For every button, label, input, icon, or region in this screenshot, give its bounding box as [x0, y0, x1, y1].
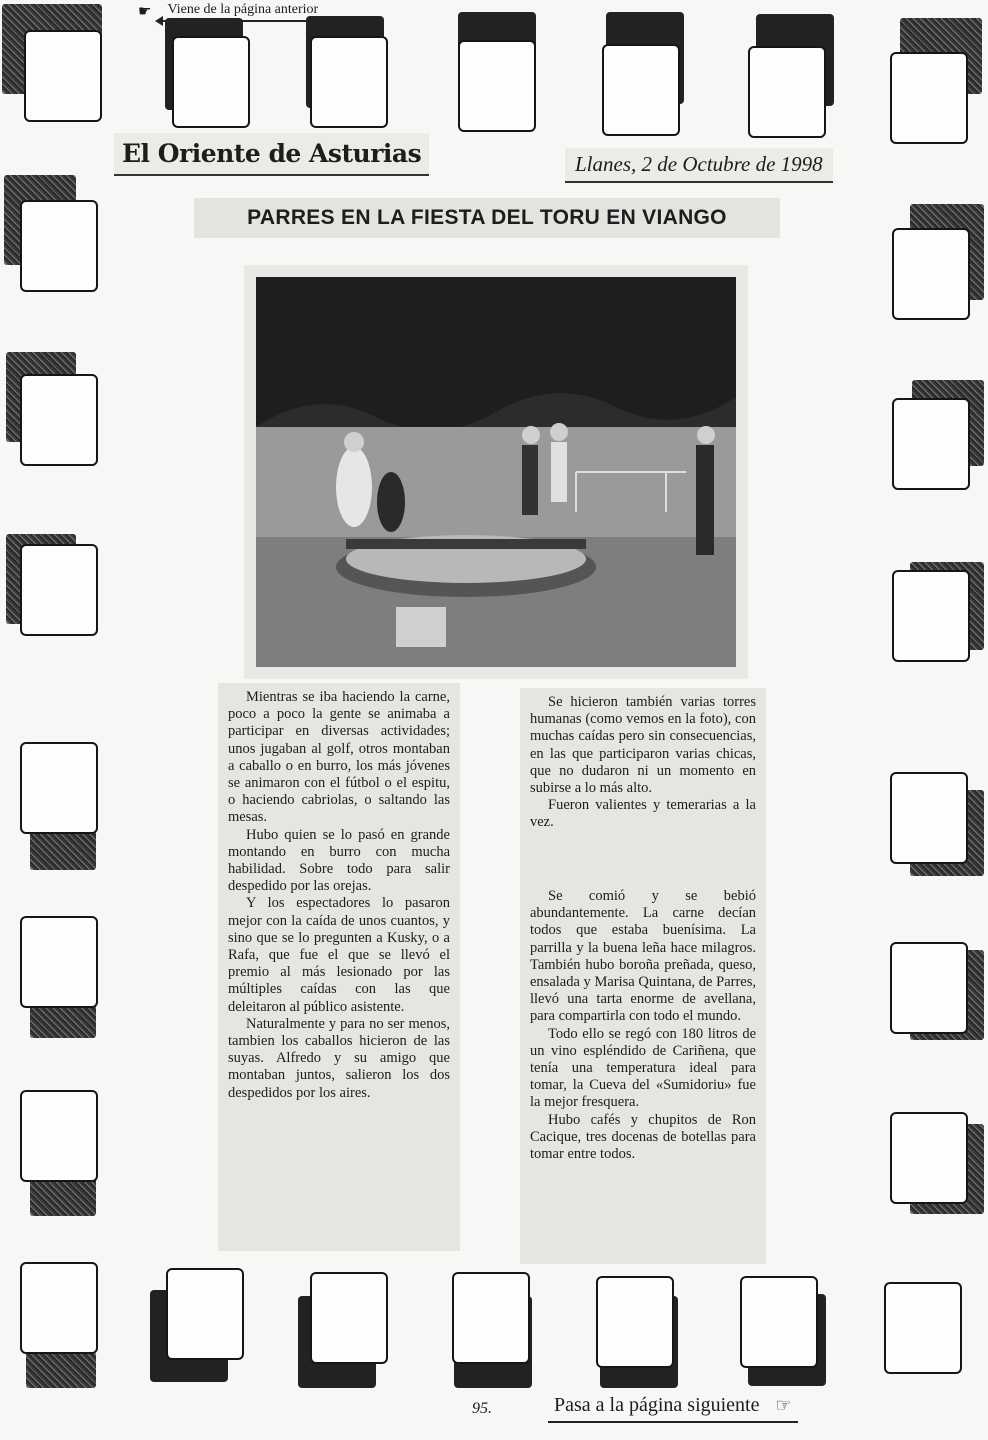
- paragraph: Se hicieron también varias torres humanas (como vemos en la foto), con muchas caídas pero sin consecuencias, en las que participaron varias chicas, que no dudaron ni un momento en subirse a lo más alto.: [530, 694, 756, 797]
- film-frame: [20, 374, 98, 466]
- paragraph: Naturalmente y para no ser menos, tambien los caballos hicieron de las suyas. Alfredo y su amigo que montaban juntos, salieron los dos despedidos por los aires.: [228, 1015, 450, 1101]
- previous-page-label: Viene de la página anterior: [161, 0, 324, 22]
- film-frame: [892, 570, 970, 662]
- pointing-hand-icon: ☛: [138, 2, 152, 20]
- film-frame: [596, 1276, 674, 1368]
- film-frame: [892, 398, 970, 490]
- photo-icon: [256, 277, 736, 667]
- article-headline: PARRES EN LA FIESTA DEL TORU EN VIANGO: [194, 198, 780, 238]
- film-strip-edge: [26, 1352, 96, 1388]
- film-frame: [24, 30, 102, 122]
- film-frame: [602, 44, 680, 136]
- film-frame: [458, 40, 536, 132]
- dateline: Llanes, 2 de Octubre de 1998: [565, 148, 833, 183]
- article-photo-frame: [244, 265, 748, 679]
- film-frame: [748, 46, 826, 138]
- film-frame: [20, 1090, 98, 1182]
- film-frame: [20, 200, 98, 292]
- paragraph: Se comió y se bebió abundantemente. La carne decían todos que estaba buenísima. La parrilla y la buena leña hace milagros. También hubo boroña preñada, queso, ensalada y Marisa Quintana, de Parres, llevó una tarta enorme de avellana, para compartirla con todo el mundo.: [530, 888, 756, 1025]
- next-page-label: Pasa a la página siguiente: [554, 1394, 760, 1416]
- pointing-hand-icon: ☞: [775, 1395, 792, 1416]
- film-frame: [452, 1272, 530, 1364]
- film-frame: [20, 544, 98, 636]
- film-frame: [310, 1272, 388, 1364]
- article-column-left: [218, 683, 460, 1251]
- previous-page-link[interactable]: [138, 0, 324, 22]
- film-frame: [20, 916, 98, 1008]
- page-number: 95.: [472, 1400, 492, 1417]
- paragraph: Y los espectadores lo pasaron mejor con la caída de unos cuantos, y sino que se lo pregunten a Kusky, o a Rafa, que fue el que se llevó el premio al más lesionado por las múltiples caídas con las que deleitaron al público asistente.: [228, 895, 450, 1015]
- film-frame: [310, 36, 388, 128]
- film-frame: [166, 1268, 244, 1360]
- paragraph: Hubo quien se lo pasó en grande montando en burro con mucha habilidad. Sobre todo para salir despedido por las orejas.: [228, 826, 450, 895]
- film-frame: [172, 36, 250, 128]
- film-frame: [892, 228, 970, 320]
- paragraph: Mientras se iba haciendo la carne, poco a poco la gente se animaba a participar en diversas actividades; unos jugaban al golf, otros montaban a caballo o en burro, los más jóvenes se animaron con el fútbol o el espitu, o haciendo cabriolas, o saltando las mesas.: [228, 689, 450, 826]
- paragraph: Fueron valientes y temerarias a la vez.: [530, 797, 756, 831]
- newspaper-masthead: El Oriente de Asturias: [114, 133, 429, 176]
- film-frame: [20, 1262, 98, 1354]
- article-column-right-bottom: [520, 882, 766, 1264]
- paragraph: Todo ello se regó con 180 litros de un vino espléndido de Cariñena, que tenía una temperatura ideal para tomar, la Cueva del «Sumidoriu» fue la mejor fresquera.: [530, 1025, 756, 1111]
- film-frame: [890, 772, 968, 864]
- paragraph: Hubo cafés y chupitos de Ron Cacique, tres docenas de botellas para tomar entre todos.: [530, 1111, 756, 1163]
- film-frame: [890, 942, 968, 1034]
- film-frame: [740, 1276, 818, 1368]
- film-frame: [890, 1112, 968, 1204]
- film-frame: [890, 52, 968, 144]
- article-photo: [256, 277, 736, 667]
- article-column-right-top: [520, 688, 766, 884]
- film-frame: [884, 1282, 962, 1374]
- film-frame: [20, 742, 98, 834]
- next-page-link[interactable]: [548, 1390, 798, 1423]
